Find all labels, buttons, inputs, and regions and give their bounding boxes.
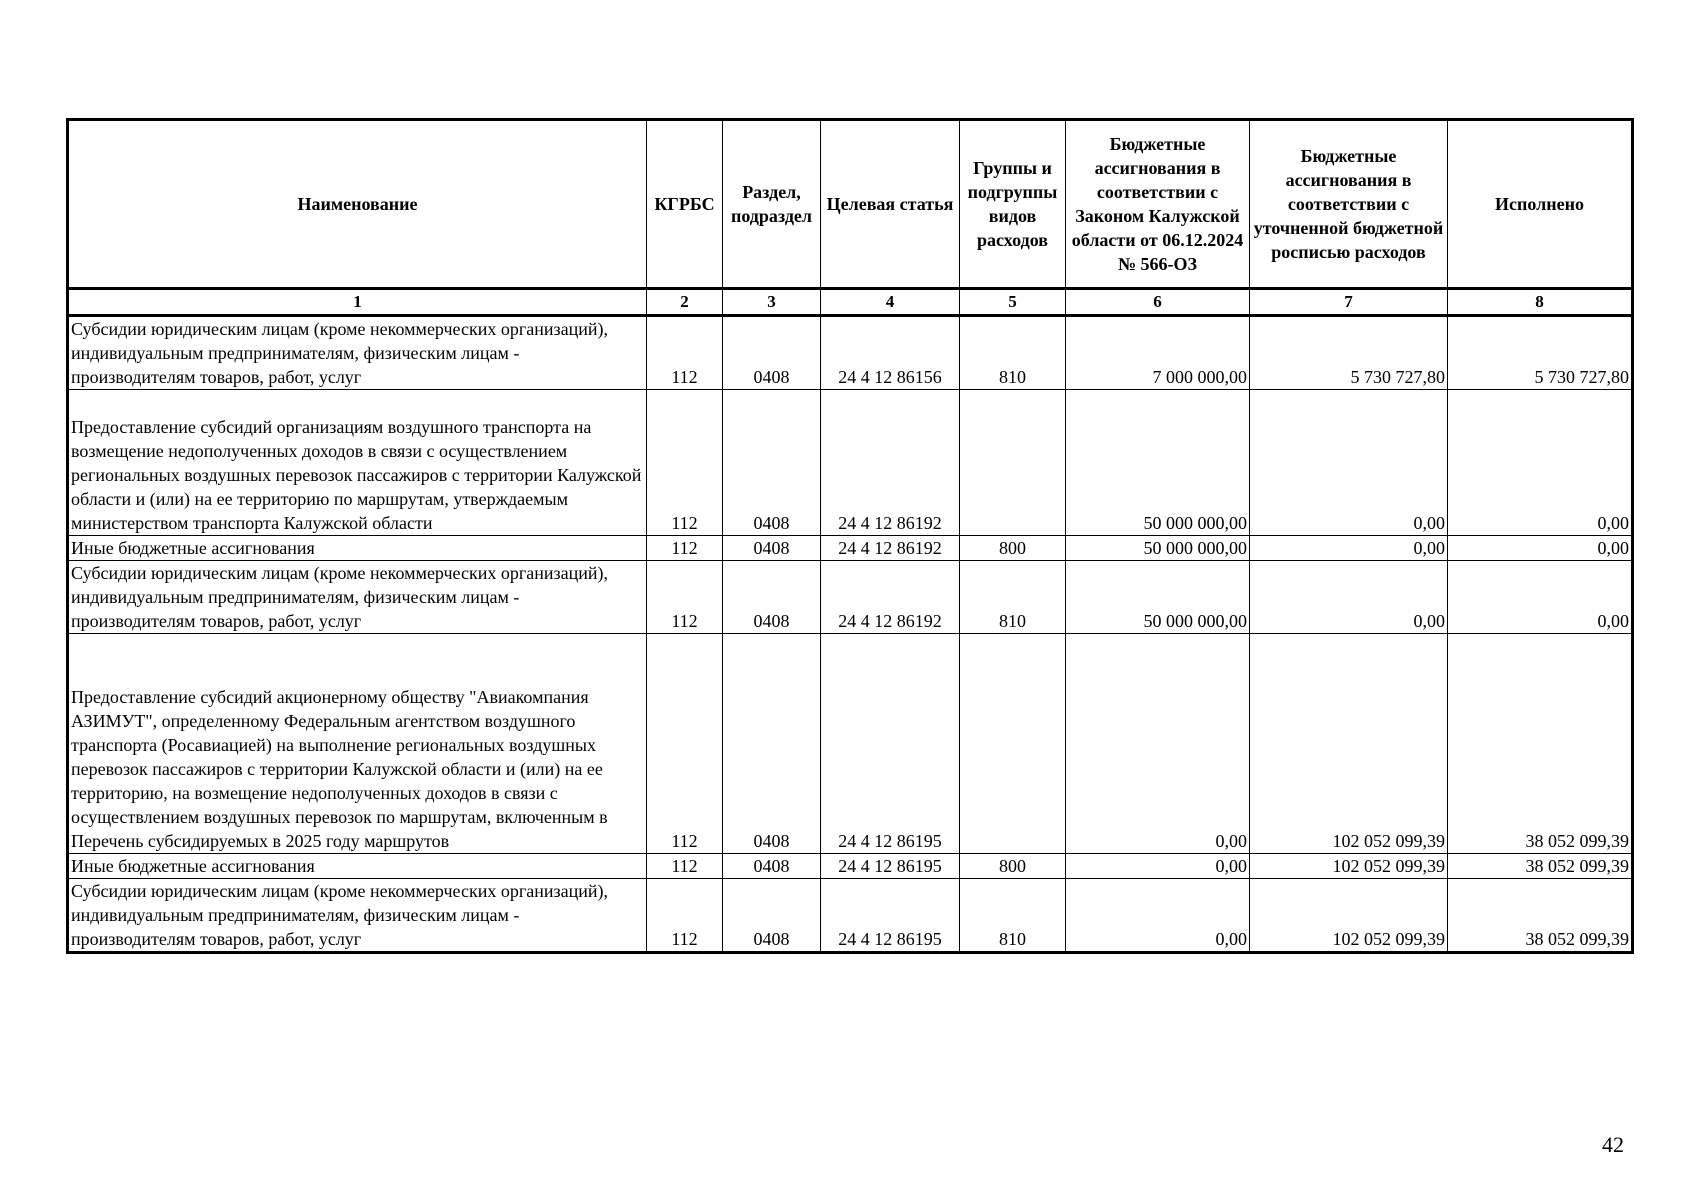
row-law-amount: 50 000 000,00 bbox=[1066, 536, 1250, 561]
header-law-allocations: Бюджетные ассигнования в соответствии с Законом Калужской области от 06.12.2024 № 566-ОЗ bbox=[1066, 120, 1250, 289]
row-target-item: 24 4 12 86195 bbox=[821, 634, 960, 854]
row-refined-amount: 102 052 099,39 bbox=[1250, 854, 1448, 879]
row-kgrbs: 112 bbox=[647, 879, 723, 953]
row-refined-amount: 0,00 bbox=[1250, 561, 1448, 634]
row-kgrbs: 112 bbox=[647, 536, 723, 561]
row-kgrbs: 112 bbox=[647, 854, 723, 879]
row-section: 0408 bbox=[723, 316, 821, 390]
row-expense-group bbox=[960, 634, 1066, 854]
row-name: Предоставление субсидий акционерному обществу "Авиакомпания АЗИМУТ", определенному Федеральным агентством воздушного транспорта (Росавиацией) на выполнение региональных воздушных перевозок пассажиров с территории Калужской области и (или) на ее территорию, на возмещение недополученных доходов в связи с осуществлением воздушных перевозок по маршрутам, включенным в Перечень субсидируемых в 2025 году маршрутов bbox=[68, 634, 647, 854]
page-number: 42 bbox=[1602, 1132, 1624, 1157]
row-name: Предоставление субсидий организациям воздушного транспорта на возмещение недополученных доходов в связи с осуществлением региональных воздушных перевозок пассажиров с территории Калужской области и (или) на ее территорию по маршрутам, утверждаемым министерством транспорта Калужской области bbox=[68, 390, 647, 536]
row-section: 0408 bbox=[723, 536, 821, 561]
row-section: 0408 bbox=[723, 854, 821, 879]
row-law-amount: 0,00 bbox=[1066, 634, 1250, 854]
header-target-item: Целевая статья bbox=[821, 120, 960, 289]
row-expense-group: 810 bbox=[960, 316, 1066, 390]
column-number: 4 bbox=[821, 289, 960, 316]
row-refined-amount: 5 730 727,80 bbox=[1250, 316, 1448, 390]
column-number: 6 bbox=[1066, 289, 1250, 316]
row-refined-amount: 102 052 099,39 bbox=[1250, 879, 1448, 953]
row-expense-group bbox=[960, 390, 1066, 536]
table-row bbox=[68, 879, 1633, 953]
column-number-row bbox=[68, 289, 1633, 316]
budget-table bbox=[66, 118, 1634, 954]
row-name: Субсидии юридическим лицам (кроме некоммерческих организаций), индивидуальным предпринимателям, физическим лицам - производителям товаров, работ, услуг bbox=[68, 561, 647, 634]
row-executed-amount: 0,00 bbox=[1448, 561, 1633, 634]
row-name: Субсидии юридическим лицам (кроме некоммерческих организаций), индивидуальным предпринимателям, физическим лицам - производителям товаров, работ, услуг bbox=[68, 879, 647, 953]
row-executed-amount: 38 052 099,39 bbox=[1448, 634, 1633, 854]
row-name: Иные бюджетные ассигнования bbox=[68, 536, 647, 561]
row-kgrbs: 112 bbox=[647, 634, 723, 854]
row-refined-amount: 0,00 bbox=[1250, 536, 1448, 561]
header-section: Раздел, подраздел bbox=[723, 120, 821, 289]
row-expense-group: 810 bbox=[960, 561, 1066, 634]
row-kgrbs: 112 bbox=[647, 390, 723, 536]
table-row bbox=[68, 536, 1633, 561]
table-row bbox=[68, 316, 1633, 390]
row-section: 0408 bbox=[723, 634, 821, 854]
row-target-item: 24 4 12 86156 bbox=[821, 316, 960, 390]
row-target-item: 24 4 12 86192 bbox=[821, 390, 960, 536]
header-expense-group: Группы и подгруппы видов расходов bbox=[960, 120, 1066, 289]
row-executed-amount: 38 052 099,39 bbox=[1448, 854, 1633, 879]
column-number: 2 bbox=[647, 289, 723, 316]
column-number: 1 bbox=[68, 289, 647, 316]
row-law-amount: 7 000 000,00 bbox=[1066, 316, 1250, 390]
row-refined-amount: 102 052 099,39 bbox=[1250, 634, 1448, 854]
row-expense-group: 800 bbox=[960, 854, 1066, 879]
row-target-item: 24 4 12 86195 bbox=[821, 879, 960, 953]
column-number: 7 bbox=[1250, 289, 1448, 316]
header-name: Наименование bbox=[68, 120, 647, 289]
row-expense-group: 810 bbox=[960, 879, 1066, 953]
row-executed-amount: 0,00 bbox=[1448, 390, 1633, 536]
header-refined-allocations: Бюджетные ассигнования в соответствии с уточненной бюджетной росписью расходов bbox=[1250, 120, 1448, 289]
header-row bbox=[68, 120, 1633, 289]
row-section: 0408 bbox=[723, 561, 821, 634]
row-name: Иные бюджетные ассигнования bbox=[68, 854, 647, 879]
row-law-amount: 50 000 000,00 bbox=[1066, 390, 1250, 536]
table-row bbox=[68, 561, 1633, 634]
row-target-item: 24 4 12 86195 bbox=[821, 854, 960, 879]
column-number: 3 bbox=[723, 289, 821, 316]
row-name: Субсидии юридическим лицам (кроме некоммерческих организаций), индивидуальным предпринимателям, физическим лицам - производителям товаров, работ, услуг bbox=[68, 316, 647, 390]
row-executed-amount: 0,00 bbox=[1448, 536, 1633, 561]
row-law-amount: 0,00 bbox=[1066, 854, 1250, 879]
row-target-item: 24 4 12 86192 bbox=[821, 536, 960, 561]
column-number: 5 bbox=[960, 289, 1066, 316]
table-row bbox=[68, 390, 1633, 536]
row-executed-amount: 38 052 099,39 bbox=[1448, 879, 1633, 953]
row-kgrbs: 112 bbox=[647, 561, 723, 634]
row-law-amount: 0,00 bbox=[1066, 879, 1250, 953]
row-refined-amount: 0,00 bbox=[1250, 390, 1448, 536]
header-executed: Исполнено bbox=[1448, 120, 1633, 289]
table-row bbox=[68, 634, 1633, 854]
row-kgrbs: 112 bbox=[647, 316, 723, 390]
row-expense-group: 800 bbox=[960, 536, 1066, 561]
table-row bbox=[68, 854, 1633, 879]
row-law-amount: 50 000 000,00 bbox=[1066, 561, 1250, 634]
header-kgrbs: КГРБС bbox=[647, 120, 723, 289]
row-section: 0408 bbox=[723, 879, 821, 953]
row-section: 0408 bbox=[723, 390, 821, 536]
row-target-item: 24 4 12 86192 bbox=[821, 561, 960, 634]
row-executed-amount: 5 730 727,80 bbox=[1448, 316, 1633, 390]
column-number: 8 bbox=[1448, 289, 1633, 316]
